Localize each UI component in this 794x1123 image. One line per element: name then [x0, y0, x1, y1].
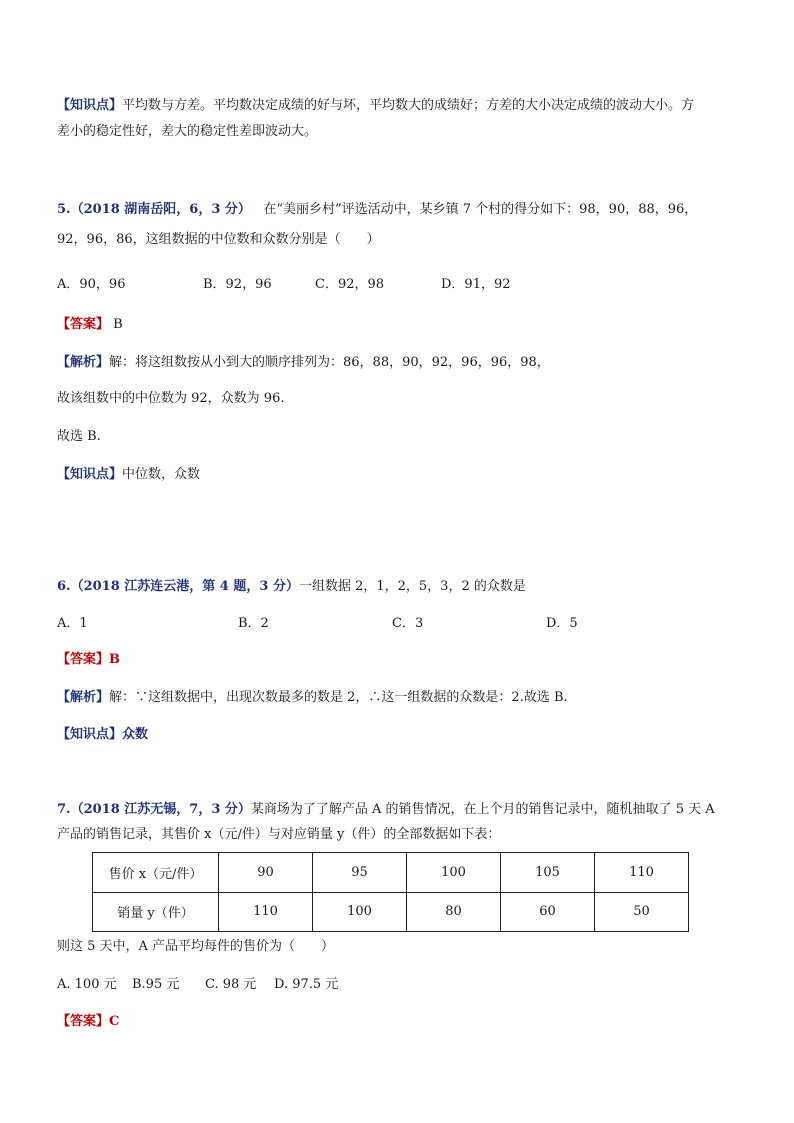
table-cell: 50	[595, 892, 689, 932]
q6-option-a: A．1	[57, 616, 88, 631]
q5-answer-line	[57, 316, 123, 334]
q5-analysis-line-1	[57, 354, 550, 372]
q6-answer: B	[109, 652, 121, 667]
table-cell: 100	[407, 853, 501, 893]
q7-number: 7.	[57, 802, 71, 817]
q7-stem-1: 某商场为了了解产品 A 的销售情况，在上个月的销售记录中，随机抽取了 5 天 A	[250, 802, 715, 817]
q5-stem-line-2: 92，96，86，这组数据的中位数和众数分别是（ ）	[57, 232, 380, 247]
q6-option-c: C．3	[392, 616, 424, 631]
table-cell: 105	[501, 853, 595, 893]
kp-top-line-2: 差小的稳定性好，差大的稳定性差即波动大。	[57, 124, 318, 139]
table-cell: 110	[219, 892, 313, 932]
q6-analysis-line	[57, 689, 568, 707]
q6-analysis: 解：∵这组数据中，出现次数最多的数是 2，∴这一组数据的众数是：2.故选 B.	[109, 690, 568, 705]
table-cell: 95	[313, 853, 407, 893]
q6-stem: 一组数据 2，1，2，5，3，2 的众数是	[298, 579, 526, 594]
q5-option-c: C．92，98	[315, 277, 385, 292]
q6-kp: 众数	[122, 727, 149, 742]
q7-answer: C	[109, 1014, 120, 1029]
q5-analysis-tag: 【解析】	[57, 355, 110, 370]
q5-stem-1: 在“美丽乡村”评选活动中，某乡镇 7 个村的得分如下：98，90，88，96，	[263, 202, 698, 217]
q7-option-d: D. 97.5 元	[274, 977, 339, 992]
table-cell: 90	[219, 853, 313, 893]
q5-number: 5.	[57, 202, 71, 217]
q5-option-d: D．91，92	[441, 277, 511, 292]
q6-option-d: D．5	[546, 616, 578, 631]
q5-stem-line-1	[57, 201, 697, 219]
kp-top-text-1: 平均数与方差。平均数决定成绩的好与坏，平均数大的成绩好；方差的大小决定成绩的波动大小。方	[122, 98, 695, 113]
q5-answer-tag: 【答案】	[57, 317, 110, 332]
q7-answer-tag: 【答案】	[57, 1014, 110, 1029]
table-row-label-sales: 销量 y（件）	[93, 892, 219, 932]
q6-source: （2018 江苏连云港，第 4 题，3 分）	[70, 579, 299, 594]
q6-kp-tag: 【知识点】	[57, 727, 123, 742]
q5-analysis-line-2: 故该组数中的中位数为 92，众数为 96.	[57, 391, 285, 406]
q6-answer-line	[57, 651, 120, 669]
q7-answer-line	[57, 1013, 119, 1031]
q7-option-c: C. 98 元	[205, 977, 257, 992]
q5-kp-tag: 【知识点】	[57, 467, 123, 482]
q7-option-a: A. 100 元	[57, 977, 117, 992]
q5-analysis-line-3: 故选 B.	[57, 429, 101, 444]
q5-kp-line	[57, 466, 200, 484]
table-cell: 60	[501, 892, 595, 932]
q7-data-table	[92, 852, 689, 932]
table-row	[93, 853, 689, 893]
q7-stem-line-3: 则这 5 天中，A 产品平均每件的售价为（ ）	[57, 939, 335, 954]
table-row	[93, 892, 689, 932]
q6-analysis-tag: 【解析】	[57, 690, 110, 705]
kp-top-tag: 【知识点】	[57, 98, 123, 113]
q5-analysis-1: 解：将这组数按从小到大的顺序排列为：86，88，90，92，96，96，98，	[109, 355, 550, 370]
q6-stem-line	[57, 578, 526, 596]
q7-stem-line-1	[57, 801, 715, 819]
q5-source: （2018 湖南岳阳，6，3 分）	[70, 202, 251, 217]
q5-answer: B	[113, 317, 123, 332]
table-cell: 110	[595, 853, 689, 893]
q5-kp: 中位数，众数	[122, 467, 201, 482]
kp-top-line-1	[57, 97, 694, 115]
table-cell: 100	[313, 892, 407, 932]
q6-answer-tag: 【答案】	[57, 652, 110, 667]
q5-option-b: B．92，96	[203, 277, 272, 292]
table-row-label-price: 售价 x（元/件）	[93, 853, 219, 893]
q6-number: 6.	[57, 579, 71, 594]
q6-kp-line	[57, 726, 148, 744]
q5-option-a: A．90，96	[57, 277, 126, 292]
q7-source: （2018 江苏无锡，7，3 分）	[70, 802, 251, 817]
table-cell: 80	[407, 892, 501, 932]
q6-option-b: B．2	[238, 616, 269, 631]
q7-option-b: B.95 元	[132, 977, 180, 992]
q7-stem-line-2: 产品的销售记录，其售价 x（元/件）与对应销量 y（件）的全部数据如下表：	[57, 827, 501, 842]
